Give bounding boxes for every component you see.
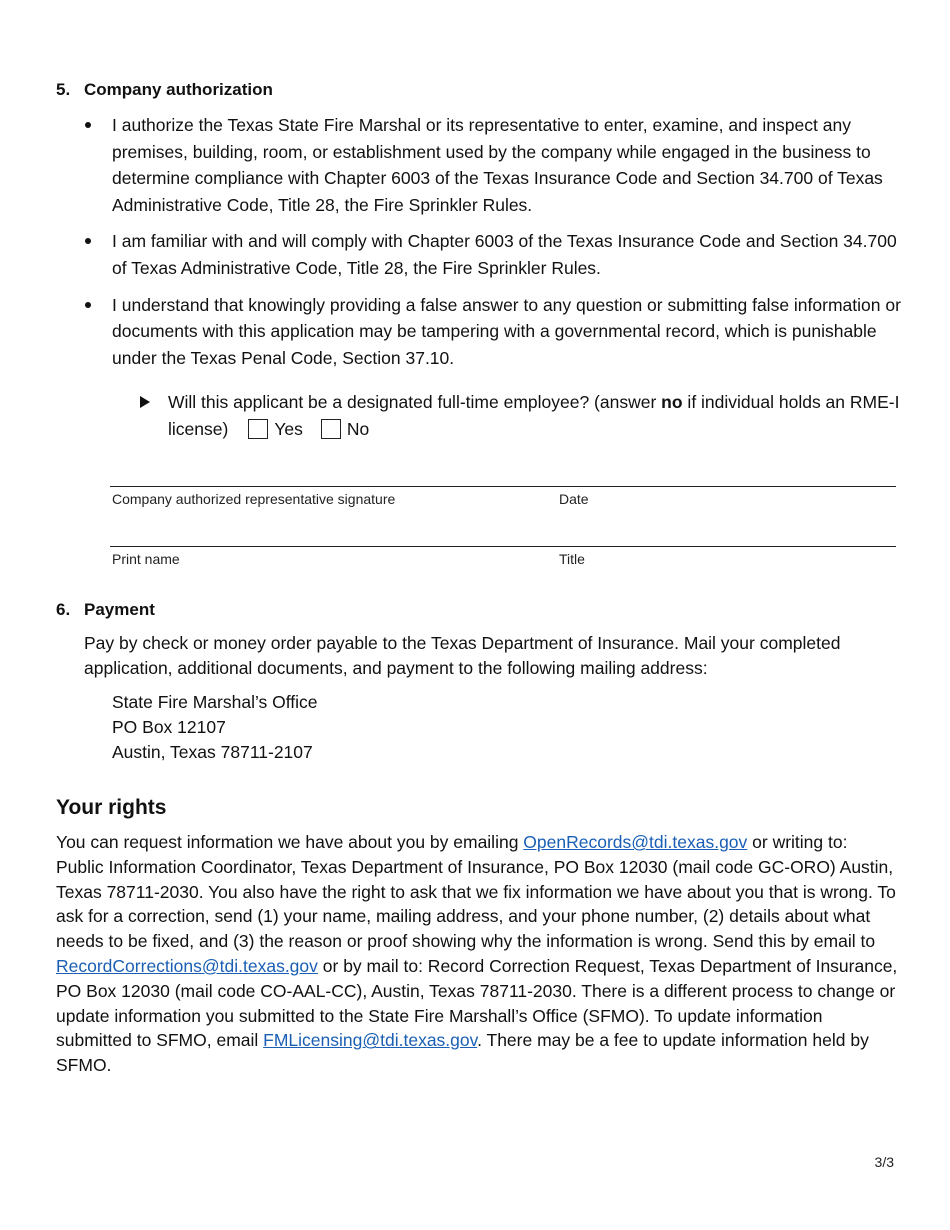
section-5-title: Company authorization bbox=[84, 80, 273, 99]
your-rights-text bbox=[56, 830, 898, 1078]
section-5-heading bbox=[56, 79, 273, 101]
authorization-text: I am familiar with and will comply with Chapter 6003 of the Texas Insurance Code and Section 34.700 of Texas Administrative Code, Title 28, the Fire Sprinkler Rules. bbox=[112, 231, 897, 278]
signature-label: Company authorized representative signature bbox=[112, 491, 396, 507]
section-6-title: Payment bbox=[84, 600, 155, 619]
your-rights-heading: Your rights bbox=[56, 796, 167, 819]
address-line: State Fire Marshal’s Office bbox=[112, 692, 318, 712]
signature-line[interactable] bbox=[110, 486, 896, 487]
no-label: No bbox=[346, 418, 370, 439]
authorization-list bbox=[84, 112, 904, 381]
yes-checkbox[interactable] bbox=[248, 419, 268, 439]
record-corrections-email-link[interactable]: RecordCorrections@tdi.texas.gov bbox=[56, 955, 318, 976]
employee-question bbox=[140, 389, 900, 442]
authorization-item bbox=[84, 292, 904, 372]
rights-text-1: You can request information we have about you by emailing bbox=[56, 832, 524, 852]
authorization-text: I authorize the Texas State Fire Marshal or its representative to enter, examine, and inspect any premises, building, room, or establishment used by the company while engaged in the business to determine compliance with Chapter 6003 of the Texas Insurance Code and Section 34.700 of Texas Administrative Code, Title 28, the Fire Sprinkler Rules. bbox=[112, 115, 883, 215]
rights-text-4: . There may be a fee to update information held by SFMO. bbox=[56, 1030, 869, 1076]
rights-text-2: or writing to: Public Information Coordinator, Texas Department of Insurance, PO Box 12030 (mail code GC-ORO) Austin, Texas 78711-2030. You also have the right to ask that we fix information we have about you that is wrong. To ask for a correction, send (1) your name, mailing address, and your phone number, (2) details about what needs to be fixed, and (3) the reason or proof showing why the information is wrong. Send this by email to bbox=[56, 832, 896, 952]
no-checkbox[interactable] bbox=[321, 419, 341, 439]
authorization-item bbox=[84, 228, 904, 281]
question-bold-no: no bbox=[661, 392, 683, 412]
date-label: Date bbox=[559, 491, 589, 507]
payment-text: Pay by check or money order payable to the Texas Department of Insurance. Mail your completed application, additional documents, and payment to the following mailing address: bbox=[84, 633, 841, 678]
section-5-number: 5. bbox=[56, 80, 71, 99]
title-label: Title bbox=[559, 551, 585, 567]
page-number: 3/3 bbox=[874, 1154, 894, 1170]
authorization-text: I understand that knowingly providing a false answer to any question or submitting false information or documents with this application may be tampering with a governmental record, which is punishable under the Texas Penal Code, Section 37.10. bbox=[112, 294, 901, 368]
section-6-heading bbox=[56, 599, 155, 621]
rights-text-3: or by mail to: Record Correction Request, Texas Department of Insurance, PO Box 12030 (mail code CO-AAL-CC), Austin, Texas 78711-2030. There is a different process to change or update information you submitted to the State Fire Marshall’s Office (SFMO). To update information submitted to SFMO, email bbox=[56, 955, 898, 1051]
fm-licensing-email-link[interactable]: FMLicensing@tdi.texas.gov bbox=[263, 1030, 478, 1051]
section-6-number: 6. bbox=[56, 600, 71, 619]
address-line: Austin, Texas 78711-2107 bbox=[112, 742, 313, 762]
authorization-item bbox=[84, 112, 904, 218]
question-text-1: Will this applicant be a designated full-time employee? (answer bbox=[168, 392, 662, 412]
question-text-2: if individual holds an RME-I license) bbox=[168, 392, 900, 439]
mailing-address bbox=[112, 690, 318, 765]
yes-label: Yes bbox=[274, 418, 303, 439]
print-name-label: Print name bbox=[112, 551, 180, 567]
triangle-right-icon bbox=[140, 396, 150, 408]
print-name-line[interactable] bbox=[110, 546, 896, 547]
open-records-email-link[interactable]: OpenRecords@tdi.texas.gov bbox=[523, 832, 748, 852]
address-line: PO Box 12107 bbox=[112, 717, 226, 737]
